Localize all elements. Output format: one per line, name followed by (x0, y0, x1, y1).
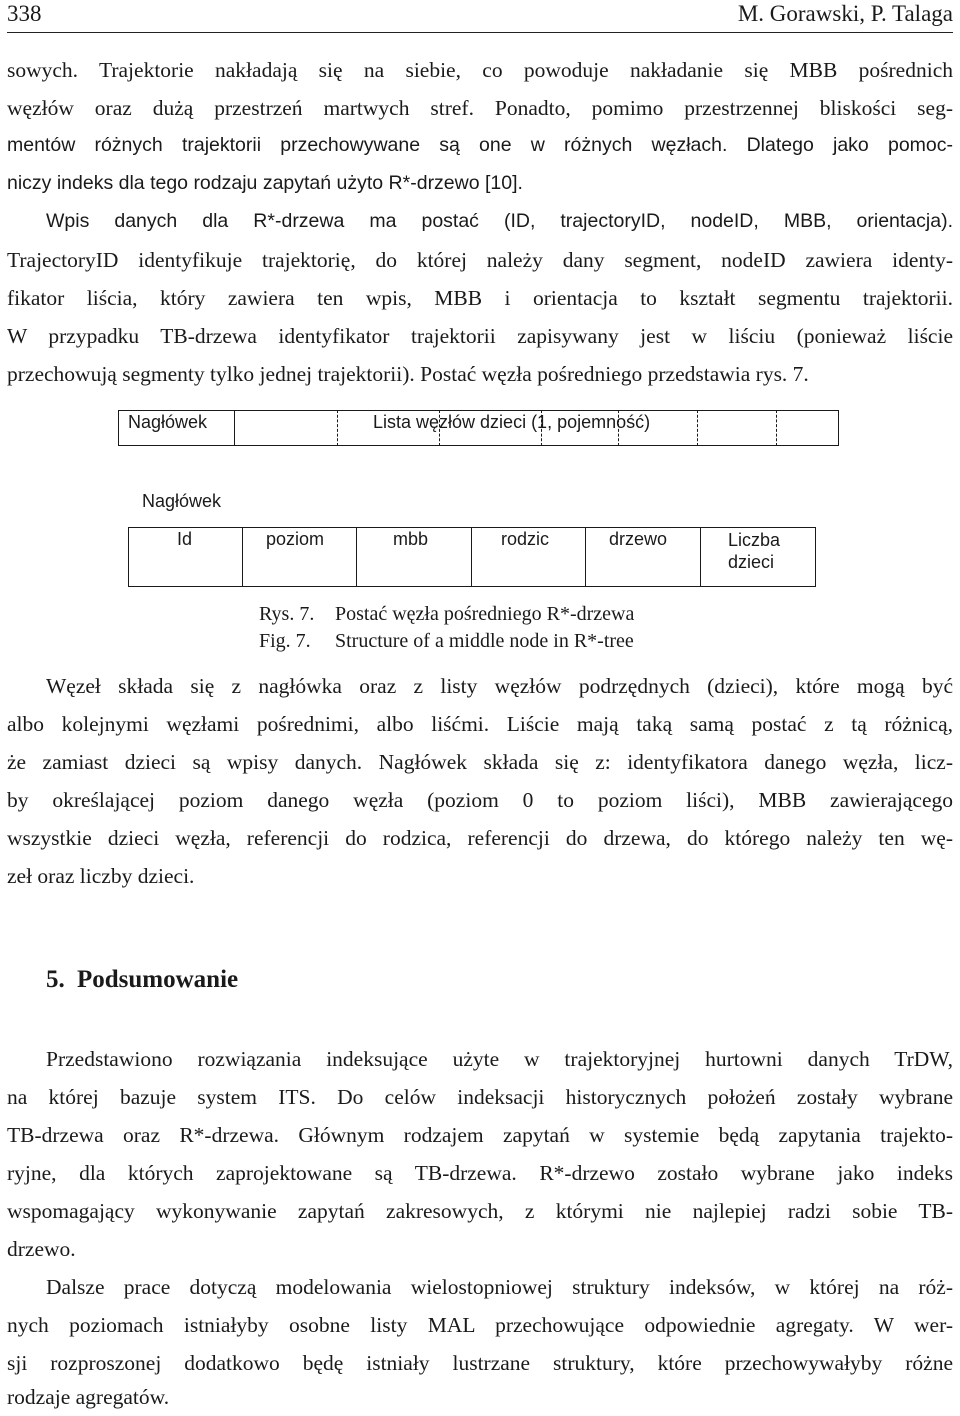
text-line: że zamiast dzieci są wpisy danych. Nagłówek składa się z: identyfikatora danego węzła, licz- (7, 750, 953, 774)
text-line: rodzaje agregatów. (7, 1385, 170, 1409)
text-line: niczy indeks dla tego rodzaju zapytań użyto R*-drzewo [10]. (7, 172, 523, 194)
running-authors: M. Gorawski, P. Talaga (737, 1, 953, 26)
text-line: zeł oraz liczby dzieci. (7, 864, 195, 888)
text-line: wspomagający wykonywanie zapytań zakresowych, z którymi nie najlepiej radzi sobie TB- (7, 1199, 953, 1223)
field-divider (471, 527, 472, 587)
text-line: TB-drzewa oraz R*-drzewa. Głównym rodzajem zapytań w systemie będą zapytania trajekto- (7, 1123, 953, 1147)
children-list-label: Lista węzłów dzieci (1, pojemność) (373, 412, 651, 432)
field-divider (242, 527, 243, 587)
text-line: na której bazuje system ITS. Do celów indeksacji historycznych położeń zostały wybrane (7, 1085, 953, 1109)
text-line: ryjne, dla których zaprojektowane są TB-drzewa. R*-drzewo zostało wybrane jako indeks (7, 1161, 953, 1185)
header-fields-box (128, 527, 816, 587)
text-line: nych poziomach istniałyby osobne listy MAL przechowujące odpowiednie agregaty. W wer- (7, 1313, 953, 1337)
header-divider (234, 410, 235, 446)
field-poziom: poziom (266, 529, 325, 549)
field-divider (700, 527, 701, 587)
page-number: 338 (7, 1, 42, 26)
text-line: drzewo. (7, 1237, 76, 1261)
text-line: Przedstawiono rozwiązania indeksujące użyte w trajektoryjnej hurtowni danych TrDW, (46, 1047, 953, 1071)
section-number: 5. (46, 966, 65, 993)
field-divider (585, 527, 586, 587)
text-line: mentów różnych trajektorii przechowywane są one w różnych węzłach. Dlatego jako pomoc- (7, 134, 953, 156)
text-line: Węzeł składa się z nagłówka oraz z listy węzłów podrzędnych (dzieci), które mogą być (46, 674, 953, 698)
text-line: sji rozproszonej dodatkowo będę istniały lustrzane struktury, które przechowywałyby różne (7, 1351, 953, 1375)
section-title: Podsumowanie (77, 966, 239, 993)
text-line: przechowują segmenty tylko jednej trajektorii). Postać węzła pośredniego przedstawia rys. 7. (7, 362, 809, 386)
slot-divider (776, 410, 777, 446)
text-line: TrajectoryID identyfikuje trajektorię, do której należy dany segment, nodeID zawiera identy- (7, 248, 953, 272)
field-drzewo: drzewo (609, 529, 668, 549)
top-header-label: Nagłówek (128, 412, 208, 432)
text-line: fikator liścia, który zawiera ten wpis, MBB i orientacja to kształt segmentu trajektorii. (7, 286, 953, 310)
text-line: sowych. Trajektorie nakładają się na siebie, co powoduje nakładanie się MBB pośrednich (7, 58, 953, 82)
text-line: albo kolejnymi węzłami pośrednimi, albo liśćmi. Liście mają taką samą postać z tą różnicą, (7, 712, 953, 736)
header-detail-label: Nagłówek (142, 491, 222, 511)
running-header (7, 0, 953, 33)
text-line: by określającej poziom danego węzła (poziom 0 to poziom liści), MBB zawierającego (7, 788, 953, 812)
text-line: węzłów oraz dużą przestrzeń martwych stref. Ponadto, pomimo przestrzennej bliskości seg- (7, 96, 953, 120)
text-line: wszystkie dzieci węzła, referencji do rodzica, referencji do drzewa, do którego należy ten wę- (7, 826, 953, 850)
field-liczba-dzieci: Liczba dzieci (728, 530, 781, 572)
slot-divider (337, 410, 338, 446)
text-line: W przypadku TB-drzewa identyfikator trajektorii zapisywany jest w liściu (ponieważ liście (7, 324, 953, 348)
field-mbb: mbb (393, 529, 429, 549)
field-divider (356, 527, 357, 587)
caption-en-text: Structure of a middle node in R*-tree (335, 630, 634, 652)
caption-en-prefix: Fig. 7. (259, 630, 311, 652)
slot-divider (697, 410, 698, 446)
field-id: Id (177, 529, 193, 549)
caption-pl-text: Postać węzła pośredniego R*-drzewa (335, 603, 635, 625)
field-rodzic: rodzic (501, 529, 550, 549)
section-heading (46, 966, 238, 994)
text-line: Dalsze prace dotyczą modelowania wielostopniowej struktury indeksów, w której na róż- (46, 1275, 953, 1299)
caption-pl-prefix: Rys. 7. (259, 603, 315, 625)
text-line: Wpis danych dla R*-drzewa ma postać (ID, trajectoryID, nodeID, MBB, orientacja). (46, 210, 953, 232)
